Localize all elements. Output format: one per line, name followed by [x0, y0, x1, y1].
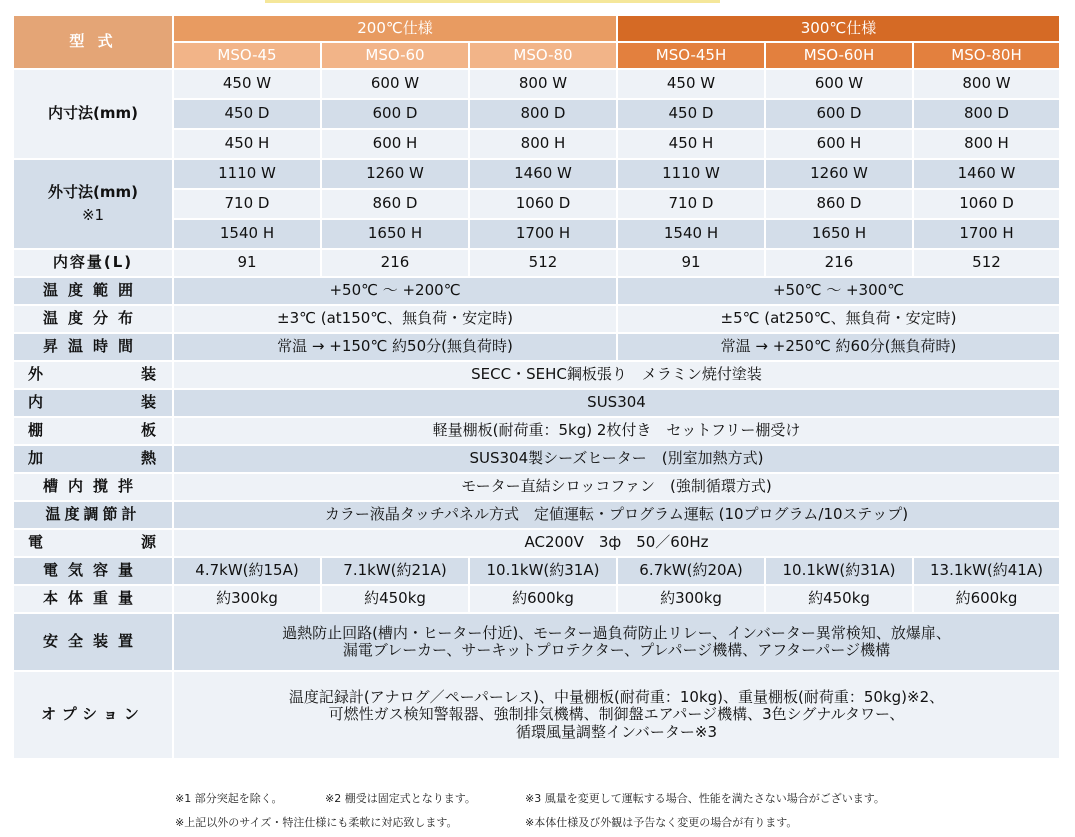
cell: 1700 H: [913, 219, 1060, 249]
temp-dist-row: [13, 305, 1060, 333]
elec-capacity-label: 電気容量: [13, 557, 173, 585]
header-row-groups: [13, 15, 1060, 42]
options-line: 循環風量調整インバーター※3: [515, 722, 718, 741]
cell: 800 W: [913, 69, 1060, 99]
cell: 91: [173, 249, 321, 277]
heat-time-label: 昇温時間: [13, 333, 173, 361]
label-char: 装: [140, 365, 158, 384]
cell: 1540 H: [173, 219, 321, 249]
cell: 800 H: [913, 129, 1060, 159]
cell: 600 W: [321, 69, 469, 99]
heating-value: SUS304製シーズヒーター (別室加熱方式): [173, 445, 1060, 473]
power-label: [13, 529, 173, 557]
cell: 600 D: [321, 99, 469, 129]
temp-range-300: +50℃ ～ +300℃: [617, 277, 1060, 305]
cell: 約300kg: [617, 585, 765, 613]
interior-label: [13, 389, 173, 417]
capacity-label: 内容量(L): [13, 249, 173, 277]
weight-label: 本体重量: [13, 585, 173, 613]
cell: 10.1kW(約31A): [765, 557, 913, 585]
shelf-value: 軽量棚板(耐荷重：5kg) 2枚付き セットフリー棚受け: [173, 417, 1060, 445]
shelf-row: [13, 417, 1060, 445]
stirring-label: 槽内撹拌: [13, 473, 173, 501]
heat-time-300: 常温 → +250℃ 約60分(無負荷時): [617, 333, 1060, 361]
cell: 10.1kW(約31A): [469, 557, 617, 585]
cell: 600 H: [765, 129, 913, 159]
footnote: ※上記以外のサイズ・特注仕様にも柔軟に対応致します。: [175, 816, 458, 829]
temp-range-row: [13, 277, 1060, 305]
cell: 約600kg: [913, 585, 1060, 613]
cell: 860 D: [765, 189, 913, 219]
footnotes-line-2: [175, 814, 797, 830]
cell: 450 H: [617, 129, 765, 159]
options-label: オプション: [13, 671, 173, 759]
safety-label: 安全装置: [13, 613, 173, 671]
elec-capacity-row: [13, 557, 1060, 585]
safety-value: [173, 613, 1060, 671]
cell: 1060 D: [913, 189, 1060, 219]
cell: 1650 H: [765, 219, 913, 249]
external-dims-label-text: 外寸法(mm): [48, 182, 138, 201]
cell: 4.7kW(約15A): [173, 557, 321, 585]
model-name: MSO-60: [321, 42, 469, 69]
group-300-header: 300℃仕様: [617, 15, 1060, 42]
internal-dims-label: 内寸法(mm): [13, 69, 173, 159]
controller-value: カラー液晶タッチパネル方式 定値運転・プログラム運転 (10プログラム/10ステップ): [173, 501, 1060, 529]
cell: 1260 W: [321, 159, 469, 189]
label-char: 棚: [28, 421, 46, 440]
heating-label: [13, 445, 173, 473]
label-char: 熱: [140, 449, 158, 468]
safety-line: 漏電ブレーカー、サーキットプロテクター、プレパージ機構、アフターパージ機構: [342, 641, 891, 659]
cell: 216: [765, 249, 913, 277]
controller-label: 温度調節計: [13, 501, 173, 529]
power-value: AC200V 3ф 50／60Hz: [173, 529, 1060, 557]
heat-time-200: 常温 → +150℃ 約50分(無負荷時): [173, 333, 617, 361]
options-line: 可燃性ガス検知警報器、強制排気機構、制御盤エアパージ機構、3色シグナルタワー、: [328, 705, 905, 724]
cell: 512: [913, 249, 1060, 277]
power-row: [13, 529, 1060, 557]
footnotes-line-1: [175, 790, 885, 806]
footnote: ※3 風量を変更して運転する場合、性能を満たさない場合がございます。: [525, 792, 885, 805]
label-char: 内: [28, 393, 46, 412]
label-char: 加: [28, 449, 46, 468]
options-value: [173, 671, 1060, 759]
cell: 1460 W: [913, 159, 1060, 189]
external-dims-label: [13, 159, 173, 249]
cell: 800 W: [469, 69, 617, 99]
external-dims-row-w: [13, 159, 1060, 189]
cell: 13.1kW(約41A): [913, 557, 1060, 585]
cell: 1700 H: [469, 219, 617, 249]
controller-row: [13, 501, 1060, 529]
cell: 450 W: [173, 69, 321, 99]
capacity-row: [13, 249, 1060, 277]
shelf-label: [13, 417, 173, 445]
group-200-header: 200℃仕様: [173, 15, 617, 42]
label-char: 装: [140, 393, 158, 412]
cell: 800 D: [469, 99, 617, 129]
spec-table: [12, 14, 1061, 760]
external-dims-note: ※1: [81, 206, 105, 224]
label-char: 源: [140, 533, 158, 552]
cell: 1060 D: [469, 189, 617, 219]
model-name: MSO-80: [469, 42, 617, 69]
exterior-label: [13, 361, 173, 389]
label-char: 板: [140, 421, 158, 440]
cell: 約450kg: [765, 585, 913, 613]
heating-row: [13, 445, 1060, 473]
stirring-row: [13, 473, 1060, 501]
cell: 710 D: [617, 189, 765, 219]
model-name: MSO-60H: [765, 42, 913, 69]
cell: 1540 H: [617, 219, 765, 249]
model-label: 型 式: [13, 15, 173, 69]
cell: 450 D: [617, 99, 765, 129]
label-char: 電: [28, 533, 46, 552]
cell: 7.1kW(約21A): [321, 557, 469, 585]
cell: 860 D: [321, 189, 469, 219]
cell: 1110 W: [173, 159, 321, 189]
safety-line: 過熱防止回路(槽内・ヒーター付近)、モーター過負荷防止リレー、インバーター異常検知、放爆扉、: [282, 623, 951, 642]
internal-dims-row-w: [13, 69, 1060, 99]
model-name: MSO-45: [173, 42, 321, 69]
cell: 約450kg: [321, 585, 469, 613]
footnote: ※1 部分突起を除く。: [175, 792, 283, 805]
cell: 450 H: [173, 129, 321, 159]
cell: 800 D: [913, 99, 1060, 129]
model-name: MSO-80H: [913, 42, 1060, 69]
exterior-value: SECC・SEHC鋼板張り メラミン焼付塗装: [173, 361, 1060, 389]
exterior-row: [13, 361, 1060, 389]
cell: 600 H: [321, 129, 469, 159]
cell: 216: [321, 249, 469, 277]
cell: 710 D: [173, 189, 321, 219]
cell: 1110 W: [617, 159, 765, 189]
model-name: MSO-45H: [617, 42, 765, 69]
heat-time-row: [13, 333, 1060, 361]
label-char: 外: [28, 365, 46, 384]
cell: 6.7kW(約20A): [617, 557, 765, 585]
weight-row: [13, 585, 1060, 613]
cell: 約300kg: [173, 585, 321, 613]
cell: 800 H: [469, 129, 617, 159]
footnote: ※本体仕様及び外観は予告なく変更の場合が有ります。: [525, 816, 798, 829]
options-line: 温度記録計(アナログ／ペーパーレス)、中量棚板(耐荷重：10kg)、重量棚板(耐荷重：50kg)※2、: [288, 688, 945, 707]
stirring-value: モーター直結シロッコファン (強制循環方式): [173, 473, 1060, 501]
cell: 約600kg: [469, 585, 617, 613]
temp-dist-label: 温度分布: [13, 305, 173, 333]
temp-dist-200: ±3℃ (at150℃、無負荷・安定時): [173, 305, 617, 333]
cell: 600 D: [765, 99, 913, 129]
cell: 1260 W: [765, 159, 913, 189]
temp-range-label: 温度範囲: [13, 277, 173, 305]
cell: 1650 H: [321, 219, 469, 249]
interior-row: [13, 389, 1060, 417]
footnote: ※2 棚受は固定式となります。: [325, 792, 476, 805]
temp-range-200: +50℃ ～ +200℃: [173, 277, 617, 305]
temp-dist-300: ±5℃ (at250℃、無負荷・安定時): [617, 305, 1060, 333]
cell: 91: [617, 249, 765, 277]
cell: 1460 W: [469, 159, 617, 189]
top-accent-line: [265, 0, 720, 3]
safety-row: [13, 613, 1060, 671]
cell: 600 W: [765, 69, 913, 99]
interior-value: SUS304: [173, 389, 1060, 417]
cell: 450 W: [617, 69, 765, 99]
options-row: [13, 671, 1060, 759]
cell: 512: [469, 249, 617, 277]
cell: 450 D: [173, 99, 321, 129]
